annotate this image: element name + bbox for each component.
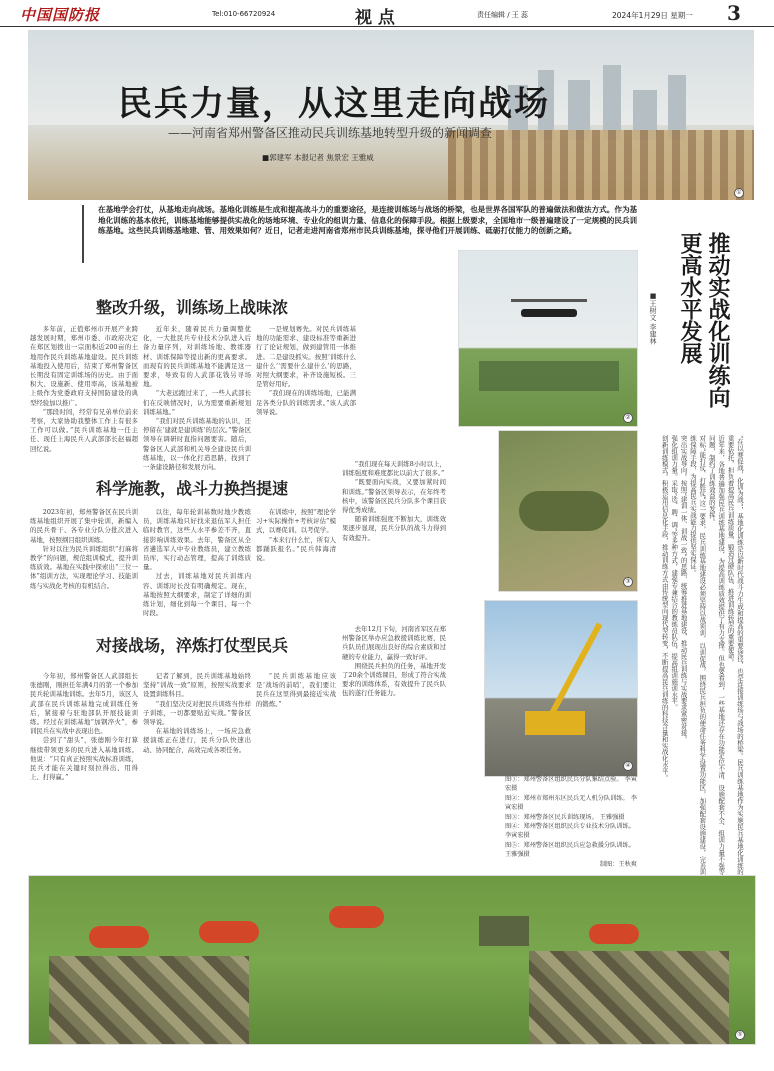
paragraph: 去年12月下旬，河南省军区在郑州警备区举办应急救援训练比赛，民兵队员们展现出良好的综合素质和过硬的专业能力，赢得一致好评。	[342, 625, 447, 661]
equipment-box	[479, 916, 529, 946]
paragraph: 尝到了“甜头”，张德刚今年打算继续带领更多的民兵进入基地训练。他说：“只有真正按照实战标准训练，民兵才能在关键时刻拉得出、用得上、打得赢。”	[30, 736, 138, 782]
issue-date: 2024年1月29日 星期一	[612, 11, 693, 20]
section-1-col-1	[30, 325, 138, 455]
paragraph: “我们现在的训练场地，已能满足各类分队的训练需求。”该人武部领导说。	[256, 389, 356, 416]
section-1-col-3	[256, 325, 356, 455]
section-2-col-4	[342, 460, 446, 620]
section-2-col-2	[143, 508, 251, 618]
section-1-col-2	[143, 325, 251, 472]
caption-3: 图③：郑州警备区民兵训练现场。 王雅强摄	[505, 813, 625, 821]
caption-1: 图①：郑州警备区组织民兵分队集结点验。 李寅宏摄	[505, 776, 637, 793]
caption-4: 图④：郑州警备区组织民兵专业技术分队训练。 李寅宏摄	[505, 823, 635, 840]
paragraph: 突出实战导向。按照“建训一体、训战一致”的思路，统筹推进基地建设，推动民兵训练与实战要求紧密对接。	[679, 435, 688, 743]
section-3-col-4	[342, 625, 446, 825]
section-heading-2: 科学施教，战斗力换挡提速	[96, 479, 289, 498]
paragraph: 围绕民兵担负的任务，基地开发了20余个训练课目，形成了符合实战要求的训练体系，有效提升了民兵队伍的遂行任务能力。	[342, 661, 446, 698]
sidebar-body	[648, 435, 744, 875]
paragraph: “本来行什么忙，所有人都踊跃报名。”民兵韩海清说。	[256, 535, 336, 563]
photo-number-badge: ③	[623, 577, 633, 587]
drone-operators	[479, 361, 619, 391]
caption-credit: 制图：王秋爽	[599, 860, 637, 868]
paragraph: 过去，训练基地对民兵训练内容、训练时长没有明确规定。现在，基地按照大纲要求，制定了详细的训练计划，细化到每一个课目、每一个时段。	[143, 572, 251, 618]
photo-crane	[484, 600, 638, 777]
paragraph: “在以赛促战，化训为战”，基地化训练是以新时代战斗力生成和提高的重要途径，也是连接训练场与战场的桥梁。民兵训练基地作为实施民兵基地化训练的重要依托，担负着提高民兵训练质量、锻造过硬队伍、推进训练转型的重要使命。	[726, 435, 744, 875]
paragraph: 在基地的训练场上，一场应急救援演练正在进行，民兵分队快速出动、协同配合，高效完成各项任务。	[143, 727, 251, 754]
photo-captions	[505, 775, 637, 869]
section-3-col-2	[143, 672, 251, 822]
photo-number-badge: ②	[623, 413, 633, 423]
article-subtitle: ——河南省郑州警备区推动民兵训练基地转型升级的新闻调查	[168, 126, 493, 140]
sidebar-author: ■王树文 李建林	[649, 292, 657, 345]
photo-drone	[458, 250, 638, 427]
article-byline: ■郭建军 本报记者 焦景宏 王雅威	[262, 153, 374, 162]
paragraph: 以往，每年轮训基数时地少教练员，训练基地只好找来退伍军人担任临时教官，这些人水平参差不齐，直接影响训练效果。去年，警备区从全省遴选军人中专业教练员，建立教练员库，实行动态管理，提高了训练质量。	[143, 508, 251, 572]
soldiers-crawling	[519, 491, 609, 531]
crane-arm	[545, 622, 602, 722]
photo-number-badge: ④	[623, 761, 633, 771]
paragraph: 随着训练强度不断加大，训练效果逐步显现，民兵分队的战斗力得到有效提升。	[342, 515, 446, 542]
telephone: Tel:010-66720924	[212, 10, 276, 18]
paragraph: 多年前，正值郑州市开展产业跨越发展时期，郑州市委、市政府决定在郑区划拨出一宗面积近200亩的土地用作民兵训练基地建设。民兵训练基地投入使用后，结束了郑州警备区长期没有固定训练场的历史。由于面积大、设施新、使用率高，该基地被上级作为党委政府支持国防建设的典型经验加以推广。	[30, 325, 138, 407]
rescue-boat	[329, 906, 384, 928]
section-2-col-3	[256, 508, 336, 608]
hero-troops	[448, 130, 754, 200]
crane-truck	[525, 711, 585, 735]
section-3-col-3	[256, 672, 336, 822]
newspaper-logo: 中国国防报	[20, 6, 101, 24]
sidebar-title: 推动实战化训练向更高水平发展	[677, 232, 731, 408]
rescue-boat	[199, 921, 259, 943]
paragraph: 近年来，随着民兵力量调整优化，一大批民兵专业技术分队进入后备力量序列，对训练场地、教练器材、训练保障等提出新的更高要求。而现有的民兵训练基地不能满足这一要求，导致有的人武部花钱另寻场地。	[143, 325, 251, 389]
paragraph: “我们坚决反对把民兵训练当作样子训练，一切都要贴近实战。”警备区领导说。	[143, 699, 251, 727]
paragraph: 2023年初，郑州警备区在民兵训练基地组织开展了集中轮训，新编入的民兵骨干、各专业分队分批次进入基地，按照纲目组织训练。	[30, 508, 138, 544]
section-heading-3: 对接战场，淬炼打仗型民兵	[96, 636, 289, 655]
paragraph: “那段时间，经常有兄弟单位前来考察，大家协助我整体工作上有很多工作可以做。”民兵训练基地一任主任、现任上海民兵人武部部长赵福超回忆说。	[30, 407, 138, 453]
section-3-col-1	[30, 672, 138, 822]
article-lead: 在基地学会打仗，从基地走向战场。基地化训练是生成和提高战斗力的重要途径，是连接训练场与战场的桥梁，也是世界各国军队的普遍做法和做法方式。作为基地化训练的基本依托，训练基地能够提供实战化的场地环境、专业化的组训力量、信息化的保障手段。根据上级要求，全国地市一级普遍建设了一定规模的民兵训练基地。这些民兵训练基地建、管、用效果如何？近日，记者走进河南省郑州市民兵训练基地，探寻他们开展训练、砥砺打仗能力的创新之路。	[82, 205, 638, 263]
rescue-boat	[89, 926, 149, 948]
drone-body	[521, 309, 577, 317]
page-number: 3	[727, 1, 741, 25]
paragraph: “我们现在每天训练8小时以上，训练强度和难度都比以前大了很多。”	[342, 460, 446, 478]
drone-rotors	[511, 299, 587, 302]
paragraph: 记者了解到，民兵训练基地始终坚持“训战一致”原则，按照实战要求设置训练科目。	[143, 672, 251, 699]
section-2-col-1	[30, 508, 138, 608]
paragraph: “大老远跑过来了，一些人武部长们在反映情况时，认为需要重新规划训练基地。”	[143, 389, 251, 416]
caption-2: 图②：郑州市郑州东区民兵无人机分队训练。 李寅宏摄	[505, 794, 637, 812]
rescue-boat	[589, 924, 639, 944]
camouflage-tent	[49, 956, 249, 1044]
photo-number-badge: ⑤	[735, 1030, 745, 1040]
camouflage-tent	[529, 951, 729, 1044]
paragraph: 今年初，郑州警备区人武部组长张德刚，刚担任年满4月的第一个参加民兵轮训基地训练。去年5月，该区人武部在民兵训练基地完成训练任务后，紧接着与驻地部队开展技能训练。经过在训练基地“加钢淬火”，参训民兵在实战中表现出色。	[30, 672, 138, 736]
photo-number-badge: ①	[734, 188, 744, 198]
paragraph: 强化组训力量。采取“选、聘、调”等多种方式，建强专兼结合的教练员队伍，提高组训施训水平。	[670, 435, 679, 711]
paragraph: 针对以往为民兵训练组织“打麻将教学”的问题，规范组训模式，提升训练质效。基地在实践中探索出“三位一体”组训方法，实现理论学习、技能训练与实战化考核的有机结合。	[30, 544, 138, 590]
article-title: 民兵力量，从这里走向战场	[118, 84, 550, 124]
editor-credit: 责任编辑 / 王 蕊	[477, 11, 529, 19]
paragraph: “既要面向实战，又要加紧时间和训练。”警备区领导表示，在年终考核中，该警备区民兵分队多个课目获得优秀成绩。	[342, 478, 446, 515]
photo-boats-tents	[28, 875, 756, 1045]
paragraph: 在训练中，按照“理论学习+实际操作+考核评估”模式，以赛促训、以考促学。	[256, 508, 336, 535]
section-heading-1: 整改升级，训练场上战味浓	[96, 298, 289, 317]
paragraph: 创新训练模式。积极运用信息化手段，推动训练方式由传统型向现代型转变，不断提高民兵训练的科技含量和实战化水平。	[660, 435, 669, 781]
photo-field-training	[498, 430, 638, 592]
paragraph: 近年来，各地普遍加强民兵训练基地建设，为提高训练质效提供了有力支撑。但也要看到，一些基地还存在功能定位不清、设施配套不全、组训力量不强等问题，制约了训练效益的发挥。	[707, 435, 726, 875]
paragraph: “民兵训练基地应该是‘战场的前哨’，我们要让民兵在这里得到最接近实战的锻炼。”	[256, 672, 336, 708]
paragraph: “我们对民兵训练基地的认识，还停留在‘建就是建训练’的层次。”警备区领导在调研时直指问题要害。随后，警备区人武部和机关导全建设民兵训练基地，以一体化打造思路，找到了一条建设路径和发展方向。	[143, 417, 251, 472]
caption-5: 图⑤：郑州警备区组织民兵应急救援分队训练。 王雅强摄	[505, 841, 635, 859]
section-title: 视 点	[355, 8, 395, 28]
paragraph: 一是规划赛先。对民兵训练基地的功能需求、建设标准等重新进行了论证规划，做到建管用一体推进。二是建设抓实。按照‘训练什么建什么’‘需要什么建什么’的思路，对照大纲要求，补齐设施短板。三是管好用好。	[256, 325, 356, 389]
hero-building	[603, 65, 621, 140]
paragraph: 对标“能打仗、打胜仗”这一要求，民兵训练基地建设必须坚持以战领训、以训促战，围绕民兵担负的使命任务科学设置功能区，加强配套设施建设，完善训练保障手段，为提高民兵实战能力提供坚实保证。	[688, 435, 707, 875]
